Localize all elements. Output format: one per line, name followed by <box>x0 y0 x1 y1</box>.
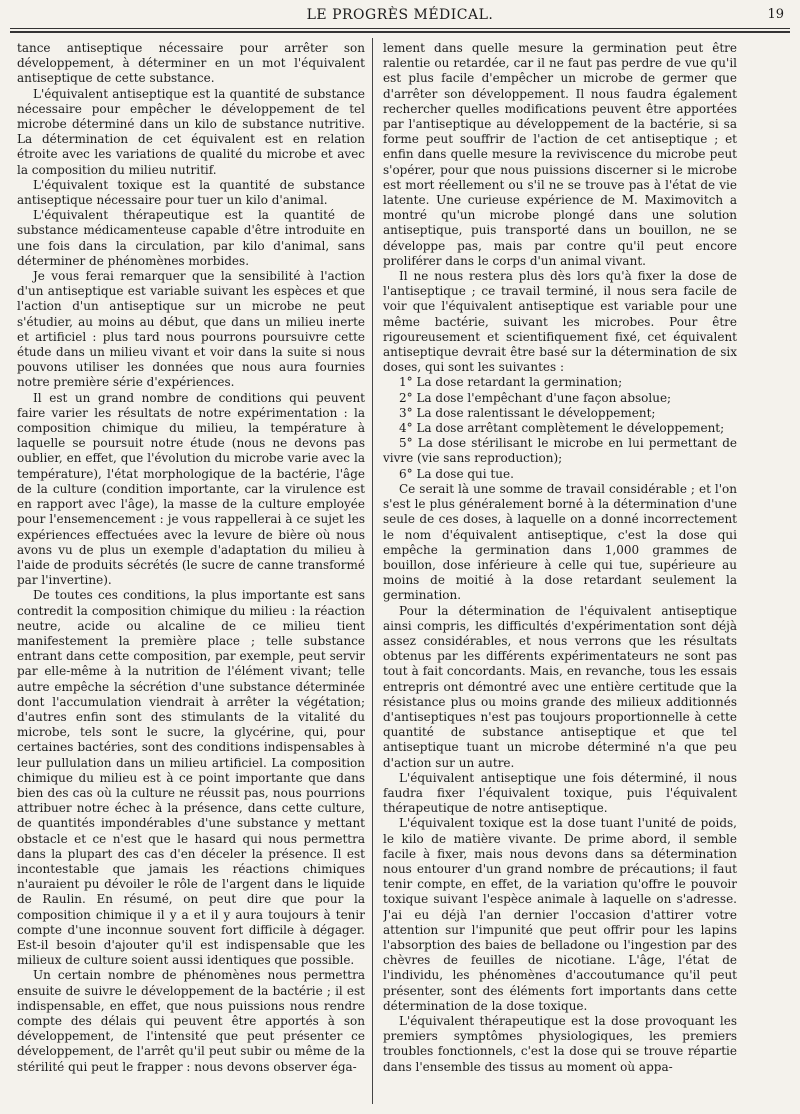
paragraph: Il est un grand nombre de conditions qui peuvent faire varier les résultats de notre expérimentation : la composition chimique du milieu, la température à laquelle se poursuit notre étude (nous ne devons pas oublier, en effet, que l'évolution du microbe varie avec la température), l'état morphologique de la bactérie, l'âge de la culture (condition importante, car la virulence est en rapport avec l'âge), la masse de la culture employée pour l'ensemencement : je vous rappellerai à ce sujet les expériences effectuées avec la levure de bière où nous avons vu de plus un exemple d'adaptation du milieu à l'aide de produits sécrétés (le sucre de canne transformé par l'invertine). <box>17 390 365 588</box>
running-header <box>10 4 790 26</box>
journal-title: LE PROGRÈS MÉDICAL. <box>306 7 494 23</box>
list-item: 1° La dose retardant la germination; <box>399 375 623 390</box>
paragraph: L'équivalent antiseptique est la quantité de substance nécessaire pour empêcher le développement de tel microbe déterminé dans un kilo de substance nutritive. La détermination de cet équivalent est en relation étroite avec les variations de qualité du microbe et avec la composition du milieu nutritif. <box>17 86 365 177</box>
paragraph: L'équivalent toxique est la dose tuant l'unité de poids, le kilo de matière vivante. De prime abord, il semble facile à fixer, mais nous devons dans sa détermination nous entourer d'un grand nombre de précautions; il faut tenir compte, en effet, de la variation qu'offre le pouvoir toxique suivant l'espèce animale à laquelle on s'adresse. J'ai eu déjà l'an dernier l'occasion d'attirer votre attention sur l'impunité que peut offrir pour les lapins l'absorption des baies de belladone ou l'ingestion par des chèvres de feuilles de nicotiane. L'âge, l'état de l'individu, les phénomènes d'accoutumance qu'il peut présenter, sont des éléments fort importants dans cette détermination de la dose toxique. <box>383 816 737 1013</box>
paragraph: L'équivalent toxique est la quantité de substance antiseptique nécessaire pour tuer un kilo d'animal. <box>17 177 365 208</box>
column-divider <box>372 38 373 1104</box>
dose-list <box>383 375 737 481</box>
header-rule-thin <box>10 28 790 29</box>
left-column <box>17 41 365 1109</box>
list-item: 3° La dose ralentissant le développement; <box>399 405 656 420</box>
paragraph: lement dans quelle mesure la germination peut être ralentie ou retardée, car il ne faut pas perdre de vue qu'il est plus facile d'empêcher un microbe de germer que d'arrêter son développement. Il nous faudra également rechercher quelles modifications peuvent être apportées par l'antiseptique au développement de la bactérie, si sa forme peut souffrir de l'action de cet antiseptique ; et enfin dans quelle mesure la reviviscence du microbe peut s'opérer, pour que nous puissions discerner si le microbe est mort réellement ou s'il ne se trouve pas à l'état de vie latente. Une curieuse expérience de M. Maximovitch a montré qu'un microbe plongé dans une solution antiseptique, puis transporté dans un bouillon, ne se développe pas, mais par contre qu'il peut encore proliférer dans le corps d'un animal vivant. <box>383 41 737 268</box>
paragraph: Pour la détermination de l'équivalent antiseptique ainsi compris, les difficultés d'expérimentation sont déjà assez considérables, et nous verrons que les résultats obtenus par les différents expérimentateurs ne sont pas tout à fait concordants. Mais, en revanche, tous les essais entrepris ont démontré avec une entière certitude que la résistance plus ou moins grande des milieux additionnés d'antiseptiques n'est pas toujours proportionnelle à cette quantité de substance antiseptique et que tel antiseptique tuant un microbe déterminé n'a que peu d'action sur un autre. <box>383 603 737 770</box>
paragraph: Un certain nombre de phénomènes nous permettra ensuite de suivre le développement de la bactérie ; il est indispensable, en effet, que nous puissions nous rendre compte des délais qui peuvent être apportés à son développement, de l'intensité que peut présenter ce développement, de l'arrêt qu'il peut subir ou même de la stérilité qui peut le frapper : nous devons observer éga- <box>17 968 365 1074</box>
paragraph: De toutes ces conditions, la plus importante est sans contredit la composition chimique du milieu : la réaction neutre, acide ou alcaline de ce milieu tient manifestement la première place ; telle substance entrant dans cette composition, par exemple, peut servir par elle-même à la nutrition de l'élément vivant; telle autre empêche la sécrétion d'une substance déterminée dont l'accumulation viendrait à arrêter la végétation; d'autres enfin sont des stimulants de la vitalité du microbe, tels sont le sucre, la glycérine, qui, pour certaines bactéries, sont des conditions indispensables à leur pullulation dans un milieu artificiel. La composition chimique du milieu est à ce point importante que dans bien des cas où la culture ne réussit pas, nous pourrions attribuer notre échec à la présence, dans cette culture, de quantités impondérables d'une substance y mettant obstacle et ce n'est que le hasard qui nous permettra dans la plupart des cas d'en déceler la présence. Il est incontestable que jamais les réactions chimiques n'auraient pu dévoiler le rôle de l'argent dans le liquide de Raulin. En résumé, on peut dire que pour la composition chimique il y a et il y aura toujours à tenir compte d'une inconnue souvent fort difficile à dégager. Est-il besoin d'ajouter qu'il est indispensable que les milieux de culture soient aussi identiques que possible. <box>17 588 365 968</box>
paragraph: Ce serait là une somme de travail considérable ; et l'on s'est le plus généralement borné à la détermination d'une seule de ces doses, à laquelle on a donné incorrectement le nom d'équivalent antiseptique, c'est la dose qui empêche la germination dans 1,000 grammes de bouillon, dose inférieure à celle qui tue, supérieure au moins de moitié à la dose retardant seulement la germination. <box>383 481 737 603</box>
list-item: 6° La dose qui tue. <box>399 466 514 481</box>
list-item: 5° La dose stérilisant le microbe en lui permettant de vivre (vie sans reproduction); <box>383 436 737 466</box>
right-column <box>383 41 737 1101</box>
header-rule-thick <box>10 31 790 33</box>
page-number: 19 <box>767 7 784 22</box>
list-item: 4° La dose arrêtant complètement le développement; <box>399 421 725 436</box>
paragraph: L'équivalent antiseptique une fois déterminé, il nous faudra fixer l'équivalent toxique, puis l'équivalent thérapeutique de notre antiseptique. <box>383 770 737 816</box>
paragraph: Je vous ferai remarquer que la sensibilité à l'action d'un antiseptique est variable suivant les espèces et que l'action d'un antiseptique sur un microbe ne peut s'étudier, au moins au début, que dans un milieu inerte et artificiel : plus tard nous pourrons poursuivre cette étude dans un milieu vivant et voir dans la suite si nous pouvons utiliser les données que nous aura fournies notre première série d'expériences. <box>17 269 365 390</box>
paragraph: L'équivalent thérapeutique est la dose provoquant les premiers symptômes physiologiques, les premiers troubles fonctionnels, c'est la dose qui se trouve répartie dans l'ensemble des tissus au moment où appa- <box>383 1014 737 1074</box>
paragraph: tance antiseptique nécessaire pour arrêter son développement, à déterminer en un mot l'équivalent antiseptique de cette substance. <box>17 41 365 86</box>
list-item: 2° La dose l'empêchant d'une façon absolue; <box>399 390 672 405</box>
paragraph: L'équivalent thérapeutique est la quantité de substance médicamenteuse capable d'être introduite en une fois dans la circulation, par kilo d'animal, sans déterminer de phénomènes morbides. <box>17 208 365 268</box>
paragraph: Il ne nous restera plus dès lors qu'à fixer la dose de l'antiseptique ; ce travail terminé, il nous sera facile de voir que l'équivalent antiseptique est variable pour une même bactérie, suivant les microbes. Pour être rigoureusement et scientifiquement fixé, cet équivalent antiseptique devrait être basé sur la détermination de six doses, qui sont les suivantes : <box>383 269 737 375</box>
